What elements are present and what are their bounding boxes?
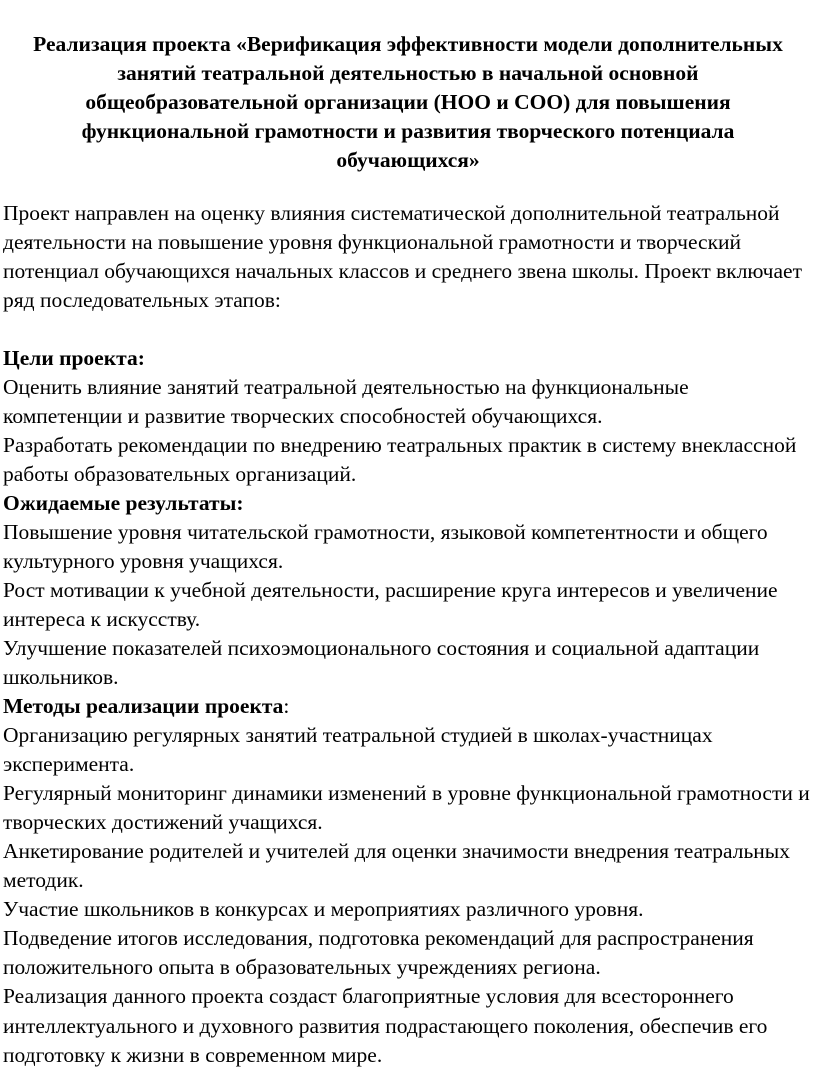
result-item: Повышение уровня читательской грамотности, языковой компетентности и общего культурного уровня учащихся. xyxy=(3,520,768,573)
method-item: Анкетирование родителей и учителей для оценки значимости внедрения театральных методик. xyxy=(3,839,790,892)
method-item: Регулярный мониторинг динамики изменений в уровне функциональной грамотности и творческих достижений учащихся. xyxy=(3,781,810,834)
methods-heading-colon: : xyxy=(283,694,290,718)
results-heading: Ожидаемые результаты: xyxy=(3,491,244,515)
goals-heading: Цели проекта: xyxy=(3,346,145,370)
methods-heading-line xyxy=(3,692,813,721)
document-body xyxy=(3,199,813,1071)
method-item: Участие школьников в конкурсах и мероприятиях различного уровня. xyxy=(3,897,644,921)
method-item: Подведение итогов исследования, подготовка рекомендаций для распространения положительного опыта в образовательных учреждениях региона. xyxy=(3,926,754,979)
methods-heading: Методы реализации проекта xyxy=(3,694,284,718)
conclusion-paragraph: Реализация данного проекта создаст благоприятные условия для всестороннего интеллектуального и духовного развития подрастающего поколения, обеспечив его подготовку к жизни в современном мире. xyxy=(3,984,768,1067)
method-item: Организацию регулярных занятий театральной студией в школах-участницах эксперимента. xyxy=(3,723,713,776)
result-item: Рост мотивации к учебной деятельности, расширение круга интересов и увеличение интереса к искусству. xyxy=(3,578,778,631)
intro-paragraph: Проект направлен на оценку влияния систематической дополнительной театральной деятельности на повышение уровня функциональной грамотности и творческий потенциал обучающихся начальных классов и среднего звена школы. Проект включает ряд последовательных этапов: xyxy=(3,201,802,312)
paragraph-gap xyxy=(3,315,813,344)
result-item: Улучшение показателей психоэмоционального состояния и социальной адаптации школьников. xyxy=(3,636,760,689)
document-title: Реализация проекта «Верификация эффективности модели дополнительных занятий театральной деятельностью в начальной основной общеобразовательной организации (НОО и СОО) для повышения функциональной грамотности и развития творческого потенциала обучающихся» xyxy=(33,32,783,172)
goal-item: Оценить влияние занятий театральной деятельностью на функциональные компетенции и развитие творческих способностей обучающихся. xyxy=(3,375,689,428)
goal-item: Разработать рекомендации по внедрению театральных практик в систему внеклассной работы образовательных организаций. xyxy=(3,433,797,486)
